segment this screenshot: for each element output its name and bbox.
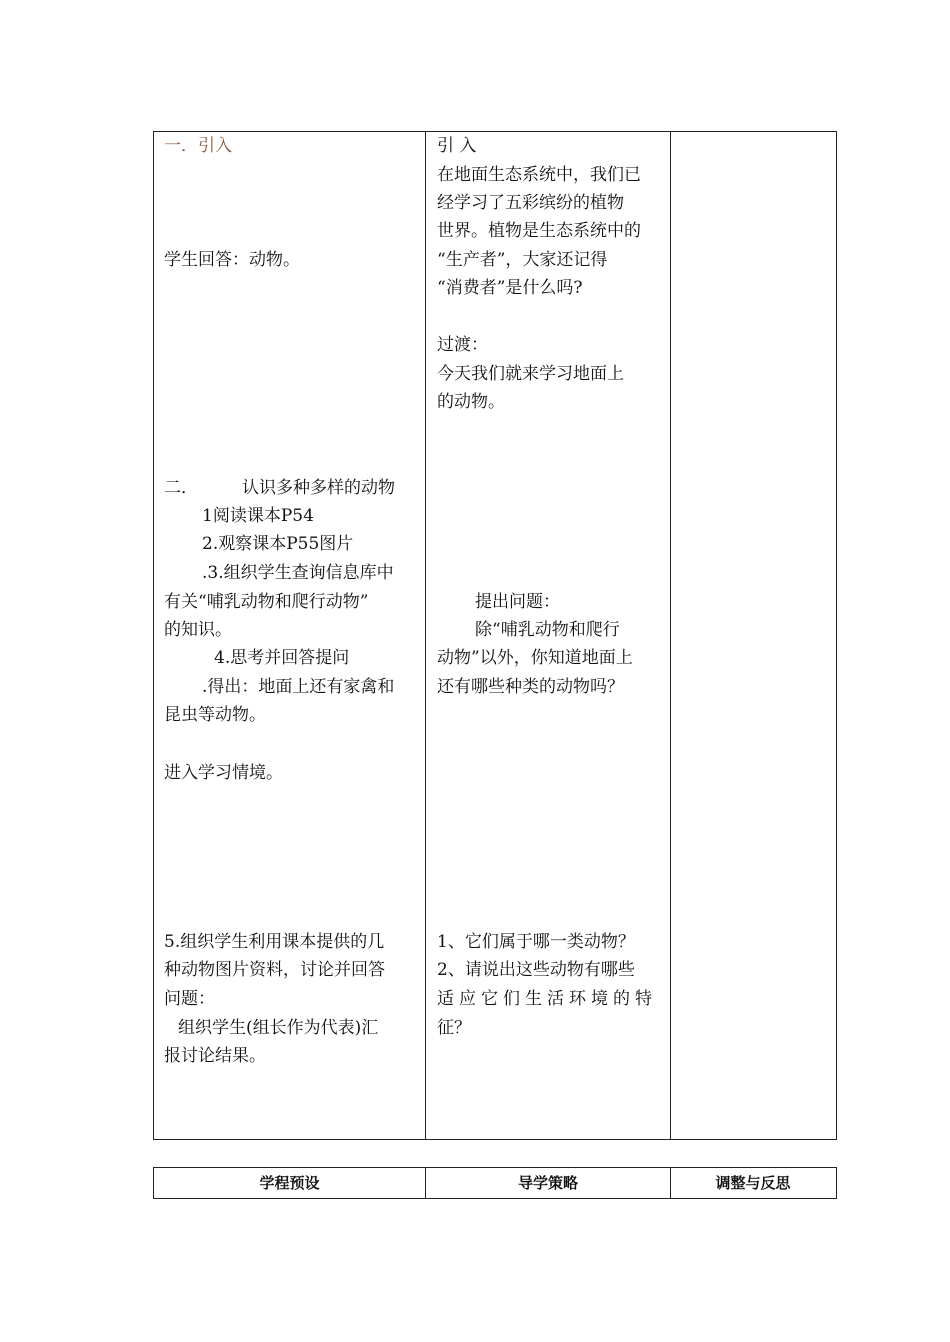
transition-line-2: 的动物。 bbox=[437, 392, 505, 412]
intro-title: 引 入 bbox=[437, 136, 477, 156]
header-guidance-strategy: 导学策略 bbox=[517, 1174, 578, 1192]
step-1: 1阅读课本P54 bbox=[202, 506, 314, 526]
step-3-line-2: 有关“哺乳动物和爬行动物” bbox=[164, 592, 369, 612]
section-1-title: 一．引入 bbox=[164, 136, 232, 156]
step-3-line-1: .3.组织学生查询信息库中 bbox=[202, 563, 394, 583]
report-line-2: 报讨论结果。 bbox=[164, 1046, 266, 1066]
intro-line-4: “生产者”，大家还记得 bbox=[437, 250, 608, 270]
intro-line-3: 世界。植物是生态系统中的 bbox=[437, 221, 641, 241]
step-2: 2.观察课本P55图片 bbox=[202, 534, 354, 554]
intro-line-1: 在地面生态系统中，我们已 bbox=[437, 165, 641, 185]
question-line-3: 还有哪些种类的动物吗？ bbox=[437, 677, 624, 697]
question-1: 1、它们属于哪一类动物？ bbox=[437, 932, 635, 952]
header-adjustment-reflection: 调整与反思 bbox=[715, 1174, 791, 1192]
intro-line-2: 经学习了五彩缤纷的植物 bbox=[437, 193, 624, 213]
question-line-2: 动物”以外，你知道地面上 bbox=[437, 648, 633, 668]
student-answer: 学生回答：动物。 bbox=[164, 250, 300, 270]
report-line-1: 组织学生(组长作为代表)汇 bbox=[178, 1018, 379, 1038]
step-5-line-1: 5.组织学生利用课本提供的几 bbox=[164, 932, 385, 952]
conclusion-line-2: 昆虫等动物。 bbox=[164, 705, 266, 725]
question-label: 提出问题： bbox=[475, 592, 560, 612]
conclusion-line-1: .得出：地面上还有家禽和 bbox=[202, 677, 395, 697]
transition-label: 过渡： bbox=[437, 335, 488, 355]
section-2-title: 认识多种多样的动物 bbox=[242, 478, 395, 498]
transition-line-1: 今天我们就来学习地面上 bbox=[437, 364, 624, 384]
step-3-line-3: 的知识。 bbox=[164, 620, 232, 640]
header-learning-process: 学程预设 bbox=[259, 1174, 320, 1192]
enter-context: 进入学习情境。 bbox=[164, 763, 283, 783]
main-table-col-3 bbox=[671, 132, 834, 1138]
step-5-line-2: 种动物图片资料，讨论并回答 bbox=[164, 960, 385, 980]
intro-line-5: “消费者”是什么吗? bbox=[437, 278, 583, 298]
question-2-line-1: 2、请说出这些动物有哪些 bbox=[437, 960, 635, 980]
question-2-line-2: 适应它们生活环境的特 bbox=[437, 989, 657, 1009]
section-2-label: 二． bbox=[164, 478, 198, 498]
question-line-1: 除“哺乳动物和爬行 bbox=[475, 620, 620, 640]
question-2-line-3: 征？ bbox=[437, 1018, 471, 1038]
main-table-divider-1 bbox=[425, 131, 426, 1139]
step-5-line-3: 问题： bbox=[164, 989, 215, 1009]
step-4: 4.思考并回答提问 bbox=[214, 648, 350, 668]
